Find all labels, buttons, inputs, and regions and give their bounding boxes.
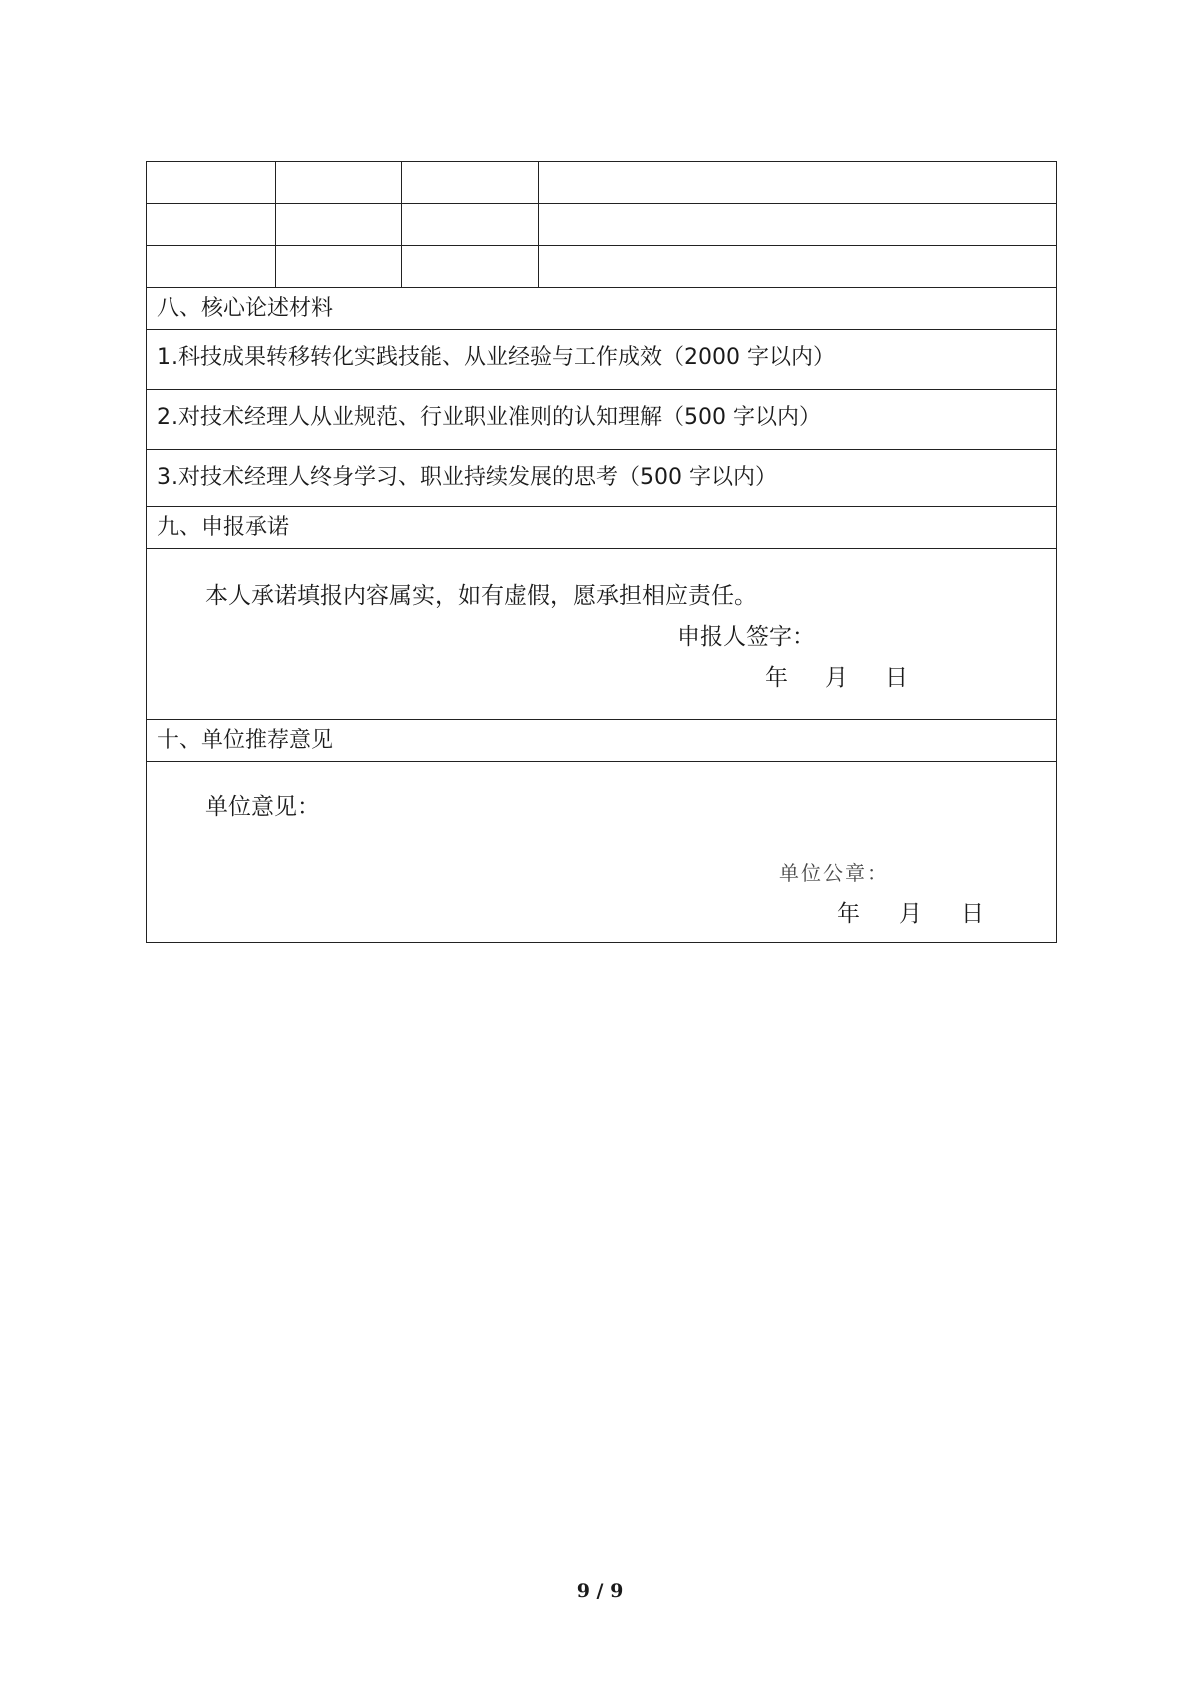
signature-label: 申报人签字： bbox=[677, 624, 815, 650]
opinion-date-month: 月 bbox=[899, 901, 922, 927]
blank-cell[interactable] bbox=[276, 204, 402, 246]
blank-table-row bbox=[147, 204, 1057, 246]
blank-cell[interactable] bbox=[402, 204, 539, 246]
signature-date-month: 月 bbox=[825, 665, 848, 691]
signature-date-year: 年 bbox=[765, 665, 788, 691]
blank-cell[interactable] bbox=[539, 204, 1057, 246]
promise-statement: 本人承诺填报内容属实，如有虚假，愿承担相应责任。 bbox=[205, 583, 757, 609]
blank-cell[interactable] bbox=[147, 162, 276, 204]
opinion-cell[interactable] bbox=[147, 762, 1057, 943]
blank-cell[interactable] bbox=[539, 162, 1057, 204]
blank-cell[interactable] bbox=[539, 246, 1057, 288]
blank-table-row bbox=[147, 162, 1057, 204]
blank-cell[interactable] bbox=[276, 246, 402, 288]
blank-cell[interactable] bbox=[147, 204, 276, 246]
application-form-table bbox=[146, 161, 1057, 943]
section-9-heading: 九、申报承诺 bbox=[147, 507, 1057, 549]
page-number: 9 / 9 bbox=[576, 1580, 624, 1602]
section-8-item-3[interactable]: 3.对技术经理人终身学习、职业持续发展的思考（500 字以内） bbox=[147, 450, 1057, 507]
section-10-heading: 十、单位推荐意见 bbox=[147, 720, 1057, 762]
opinion-label: 单位意见： bbox=[205, 794, 320, 820]
blank-cell[interactable] bbox=[402, 246, 539, 288]
blank-cell[interactable] bbox=[147, 246, 276, 288]
section-8-heading: 八、核心论述材料 bbox=[147, 288, 1057, 330]
section-8-item-2[interactable]: 2.对技术经理人从业规范、行业职业准则的认知理解（500 字以内） bbox=[147, 390, 1057, 450]
section-8-item-1[interactable]: 1.科技成果转移转化实践技能、从业经验与工作成效（2000 字以内） bbox=[147, 330, 1057, 390]
blank-cell[interactable] bbox=[402, 162, 539, 204]
blank-cell[interactable] bbox=[276, 162, 402, 204]
opinion-date-year: 年 bbox=[837, 901, 860, 927]
promise-cell[interactable] bbox=[147, 549, 1057, 720]
seal-label: 单位公章： bbox=[779, 861, 889, 885]
signature-date-day: 日 bbox=[885, 665, 908, 691]
blank-table-row bbox=[147, 246, 1057, 288]
opinion-date-day: 日 bbox=[961, 901, 984, 927]
